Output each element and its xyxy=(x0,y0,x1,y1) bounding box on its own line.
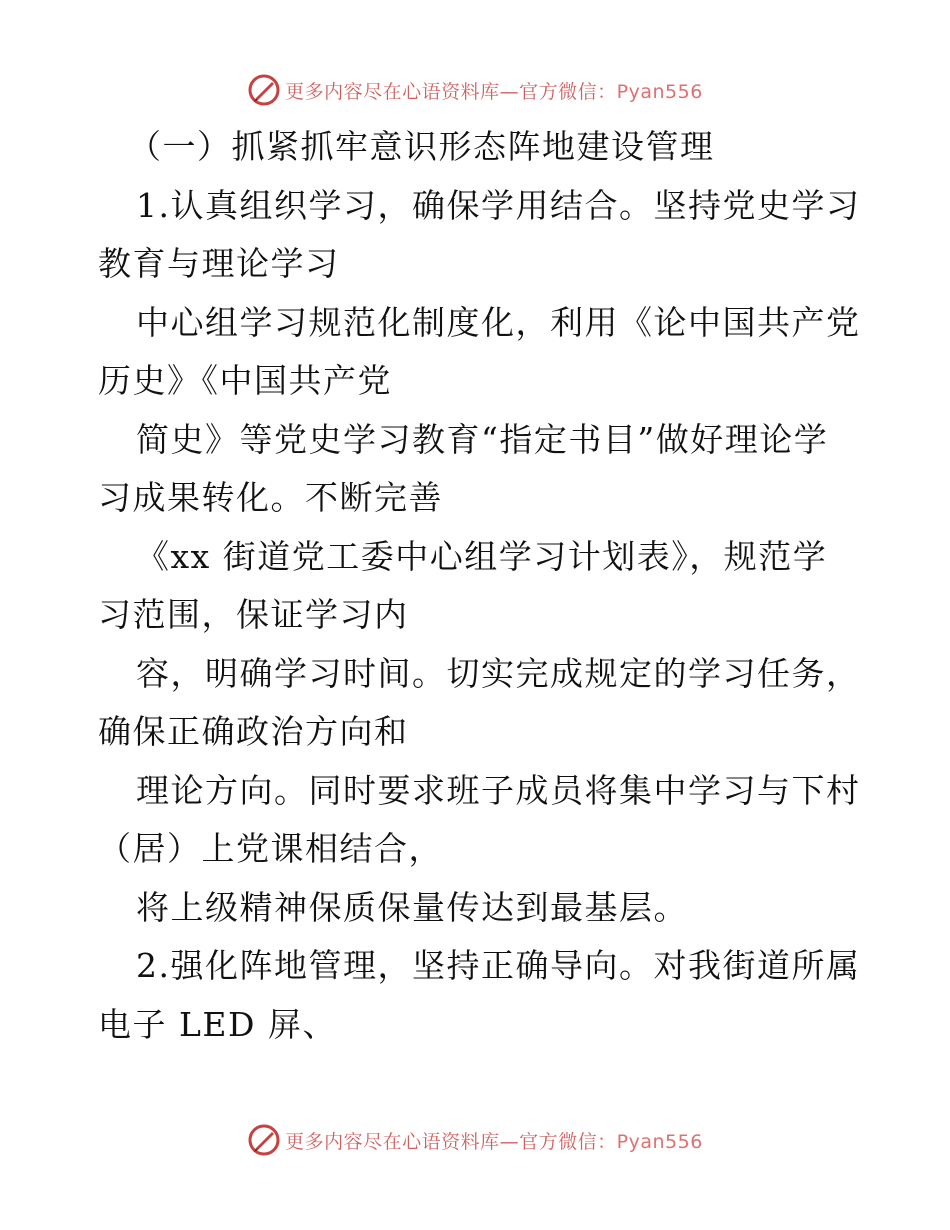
paragraph-line: 确保正确政治方向和 xyxy=(98,712,409,751)
paragraph-line: 1.认真组织学习，确保学用结合。坚持党史学习 xyxy=(136,185,861,225)
watermark-text: 更多内容尽在心语资料库—官方微信：Pyan556 xyxy=(285,80,703,103)
paragraph-line: 习范围，保证学习内 xyxy=(98,595,409,634)
watermark-text: 更多内容尽在心语资料库—官方微信：Pyan556 xyxy=(285,1130,703,1153)
paragraph-line: 教育与理论学习 xyxy=(98,244,340,283)
document-body xyxy=(98,118,861,1054)
section-heading: （一）抓紧抓牢意识形态阵地建设管理 xyxy=(128,127,715,166)
header-watermark xyxy=(0,70,950,110)
quill-pen-logo-icon xyxy=(247,73,281,107)
paragraph-line: 将上级精神保质保量传达到最基层。 xyxy=(136,887,688,927)
paragraph-line: 容，明确学习时间。切实完成规定的学习任务， xyxy=(136,653,861,693)
watermark-wechat-id: Pyan556 xyxy=(616,80,703,103)
paragraph-line: 历史》《中国共产党 xyxy=(98,361,392,400)
watermark-wechat-id: Pyan556 xyxy=(616,1130,703,1153)
paragraph-line: 电子 LED 屏、 xyxy=(98,1004,337,1044)
paragraph-line: 2.强化阵地管理，坚持正确导向。对我街道所属 xyxy=(136,946,861,985)
paragraph-line: 理论方向。同时要求班子成员将集中学习与下村 xyxy=(136,770,861,810)
paragraph-line: 简史》等党史学习教育“指定书目”做好理论学 xyxy=(136,419,829,459)
quill-pen-logo-icon xyxy=(247,1123,281,1157)
paragraph-line: 中心组学习规范化制度化，利用《论中国共产党 xyxy=(136,302,861,342)
footer-watermark xyxy=(0,1120,950,1160)
paragraph-line: 习成果转化。不断完善 xyxy=(98,478,443,517)
paragraph-line: （居）上党课相结合， xyxy=(98,829,443,868)
paragraph-line: 《xx 街道党工委中心组学习计划表》，规范学 xyxy=(136,536,828,576)
